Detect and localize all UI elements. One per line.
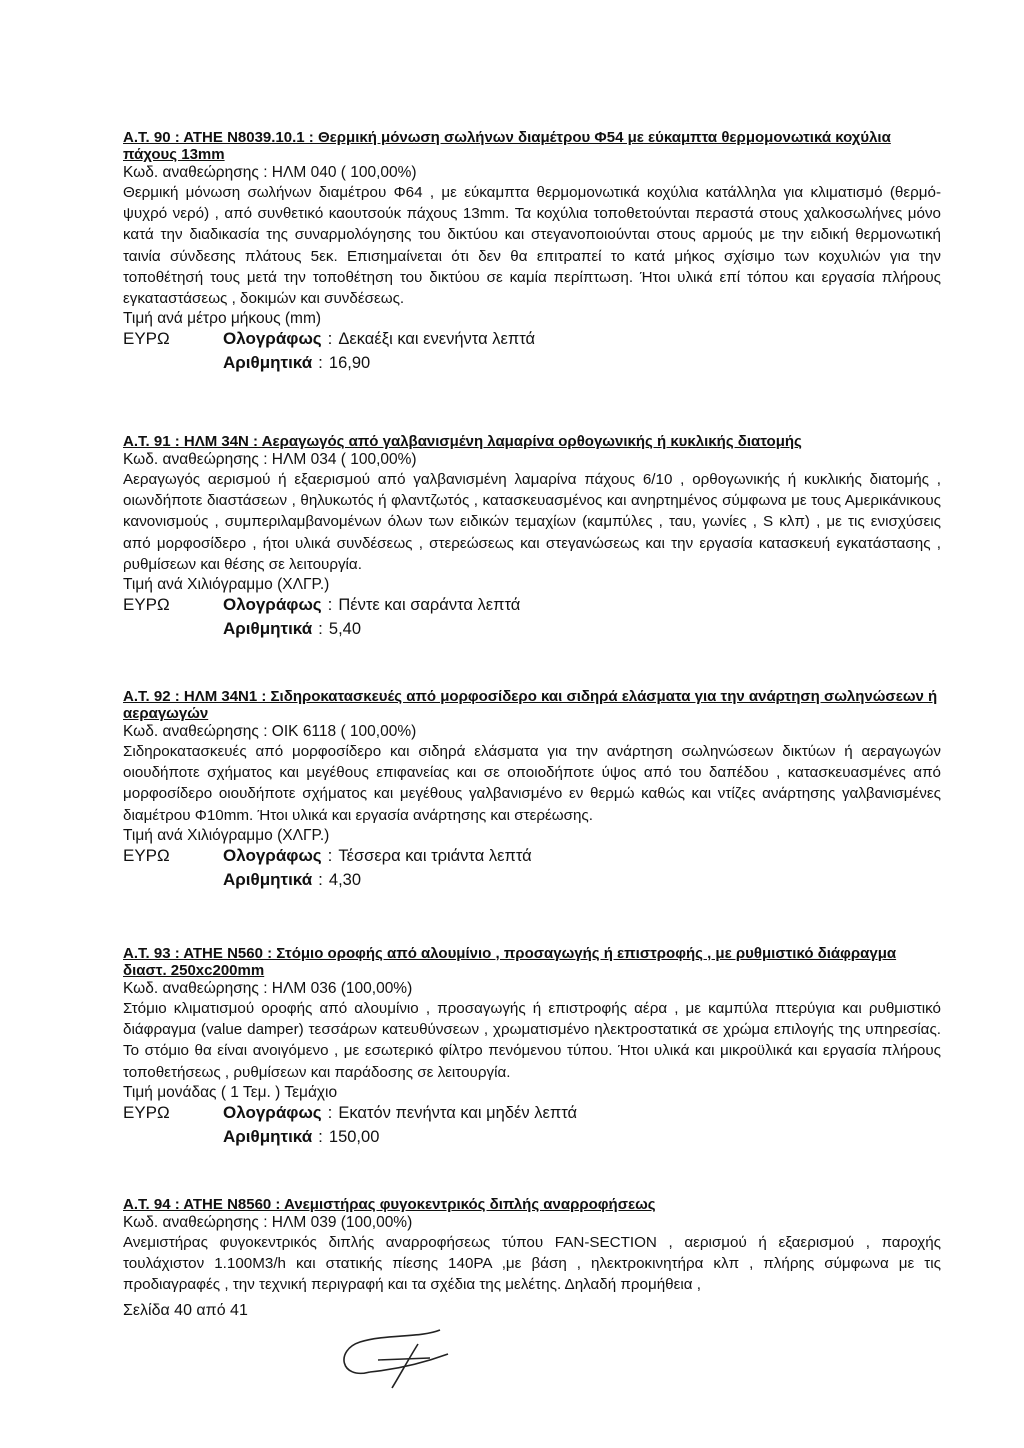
words-label: Ολογράφως xyxy=(223,1102,322,1122)
currency-label: ΕΥΡΩ xyxy=(123,595,170,615)
price-in-words: Εκατόν πενήντα και μηδέν λεπτά xyxy=(338,1103,578,1122)
price-in-words-row xyxy=(123,846,941,870)
separator: : xyxy=(327,329,333,349)
price-numeric: 5,40 xyxy=(328,620,362,639)
words-label: Ολογράφως xyxy=(223,595,322,615)
price-numeric-row xyxy=(123,619,941,645)
price-numeric-row xyxy=(123,353,941,379)
item-description: Στόμιο κλιματισμού οροφής από αλουμίνιο , προσαγωγής ή επιστροφής αέρα , με καμπύλα πτερύγια και ρυθμιστικό διάφραγμα (value damper) τεσσάρων κατευθύνσεων , χρωματισμένο ηλεκτροστατικά σε χρώμα επιλογής της υπηρεσίας. Το στόμιο θα είναι ανοιγόμενο , με εσωτερικό φίλτρο πενόμενου τύπου. Ήτοι υλικά και μικροϋλικά και εργασία πλήρους τοποθετήσεως , ρυθμίσεων και παράδοσης σε λειτουργία. xyxy=(123,1000,941,1081)
item-header: Α.Τ. 90 : ΑΤΗΕ Ν8039.10.1 : Θερμική μόνωση σωλήνων διαμέτρου Φ54 με εύκαμπτα θερμομονωτικά κοχύλια πάχους 13mm xyxy=(123,129,891,163)
revision-code: Κωδ. αναθεώρησης : ΟΙΚ 6118 ( 100,00%) xyxy=(123,723,417,740)
price-in-words-row xyxy=(123,595,941,619)
separator: : xyxy=(327,845,333,865)
price-in-words: Τέσσερα και τριάντα λεπτά xyxy=(338,846,532,865)
item-description: Αεραγωγός αερισμού ή εξαερισμού από γαλβανισμένη λαμαρίνα πάχους 6/10 , ορθογωνικής ή κυκλικής διατομής , οιωνδήποτε διαστάσεων , θηλυκωτός ή φλαντζωτός , κατασκευασμένος και ανηρτημένος σύμφωνα με τους Αμερικάνικους κανονισμούς , συμπεριλαμβανομένων όλων των ειδικών τεμαχίων (καμπύλες , ταυ, γωνίες , S κλπ) , με τις ενισχύσεις από μορφοσίδερο , ήτοι υλικά συνδέσεως , στερεώσεως και στεγανώσεως και την εργασία κατασκευή εγκατάστασης , ρυθμίσεων και θέσης σε λειτουργία. xyxy=(123,471,941,573)
price-numeric-row xyxy=(123,1127,941,1153)
price-item-93 xyxy=(123,945,941,1153)
words-label: Ολογράφως xyxy=(223,329,322,349)
words-label: Ολογράφως xyxy=(223,845,322,865)
price-in-words-row xyxy=(123,1103,941,1127)
numeric-label: Αριθμητικά xyxy=(223,1126,313,1146)
currency-label: ΕΥΡΩ xyxy=(123,329,170,349)
price-in-words: Δεκαέξι και ενενήντα λεπτά xyxy=(338,330,536,349)
item-description: Θερμική μόνωση σωλήνων διαμέτρου Φ64 , με εύκαμπτα θερμομονωτικά κοχύλια κατάλληλα για κλιματισμό (θερμό-ψυχρό νερό) , από συνθετικό καουτσούκ πάχους 13mm. Τα κοχύλια τοποθετούνται περαστά στους χαλκοσωλήνες μόνο κατά την διαδικασία της συναρμολόγησης του δικτύου και στεγανοποιούνται στους αρμούς με την ειδική θερμονωτική ταινία σύνδεσης πλάτους 5εκ. Επισημαίνεται ότι δεν θα επιτραπεί το κατά μήκος σχίσιμο των κοχυλιών για την τοποθέτησή τους μετά την τοποθέτηση του δικτύου σε καμία περίπτωση. Ήτοι υλικά επί τόπου και εργασία πλήρους εγκαταστάσεως , δοκιμών και συνδέσεως. xyxy=(123,184,941,308)
price-numeric: 4,30 xyxy=(328,870,362,889)
price-item-91 xyxy=(123,433,941,645)
price-in-words-row xyxy=(123,329,941,353)
separator: : xyxy=(318,619,323,639)
price-numeric: 150,00 xyxy=(328,1127,380,1146)
unit-price-label: Τιμή μονάδας ( 1 Τεμ. ) Τεμάχιο xyxy=(123,1083,338,1101)
item-description: Σιδηροκατασκευές από μορφοσίδερο και σιδηρά ελάσματα για την ανάρτηση σωληνώσεων δικτύων ή αεραγωγών οιουδήποτε σχήματος και μεγέθους επιφανείας και σε οποιοδήποτε ύψος από του δαπέδου , κατασκευασμένες από μορφοσίδερο οιουδήποτε σχήματος και μεγέθους γαλβανισμένο εν θερμώ καθώς και ντίζες ανάρτησης γαλβανισμένες διαμέτρου Φ10mm. Ήτοι υλικά και εργασία ανάρτησης και στερέωσης. xyxy=(123,743,941,824)
price-item-94 xyxy=(123,1196,941,1296)
unit-price-label: Τιμή ανά Χιλιόγραμμο (ΧΛΓΡ.) xyxy=(123,826,330,844)
price-numeric-row xyxy=(123,870,941,896)
currency-label: ΕΥΡΩ xyxy=(123,1102,170,1122)
separator: : xyxy=(318,1126,323,1146)
numeric-label: Αριθμητικά xyxy=(223,619,313,639)
price-item-90 xyxy=(123,129,941,379)
unit-price-label: Τιμή ανά Χιλιόγραμμο (ΧΛΓΡ.) xyxy=(123,576,330,594)
separator: : xyxy=(318,353,323,373)
revision-code: Κωδ. αναθεώρησης : ΗΛΜ 036 (100,00%) xyxy=(123,980,413,997)
item-header: Α.Τ. 91 : ΗΛΜ 34Ν : Αεραγωγός από γαλβανισμένη λαμαρίνα ορθογωνικής ή κυκλικής διατομής xyxy=(123,433,802,450)
numeric-label: Αριθμητικά xyxy=(223,353,313,373)
page-number-footer: Σελίδα 40 από 41 xyxy=(123,1302,248,1319)
price-item-92 xyxy=(123,688,941,896)
item-header: Α.Τ. 94 : ΑΤΗΕ Ν8560 : Ανεμιστήρας φυγοκεντρικός διπλής αναρροφήσεως xyxy=(123,1196,656,1213)
separator: : xyxy=(318,869,323,889)
numeric-label: Αριθμητικά xyxy=(223,869,313,889)
revision-code: Κωδ. αναθεώρησης : ΗΛΜ 040 ( 100,00%) xyxy=(123,164,417,181)
price-in-words: Πέντε και σαράντα λεπτά xyxy=(338,596,521,615)
revision-code: Κωδ. αναθεώρησης : ΗΛΜ 039 (100,00%) xyxy=(123,1214,413,1231)
separator: : xyxy=(327,1102,333,1122)
item-header: Α.Τ. 93 : ΑΤΗΕ Ν560 : Στόμιο οροφής από αλουμίνιο , προσαγωγής ή επιστροφής , με ρυθμιστικό διάφραγμα διαστ. 250xc200mm xyxy=(123,945,897,979)
handwritten-signature xyxy=(330,1320,480,1400)
currency-label: ΕΥΡΩ xyxy=(123,845,170,865)
revision-code: Κωδ. αναθεώρησης : ΗΛΜ 034 ( 100,00%) xyxy=(123,451,417,468)
item-description: Ανεμιστήρας φυγοκεντρικός διπλής αναρροφήσεως τύπου FAN-SECTION , αερισμού ή εξαερισμού , παροχής τουλάχιστον 1.100M3/h και στατικής πίεσης 140PA ,με βάση , ηλεκτροκινητήρα κλπ , πλήρης σύμφωνα με τις προδιαγραφές , την τεχνική περιγραφή και τα σχέδια της μελέτης. Δηλαδή προμήθεια , xyxy=(123,1234,941,1294)
price-numeric: 16,90 xyxy=(328,354,371,373)
item-header: Α.Τ. 92 : ΗΛΜ 34Ν1 : Σιδηροκατασκευές από μορφοσίδερο και σιδηρά ελάσματα για την ανάρτηση σωληνώσεων ή αεραγωγών xyxy=(123,688,938,722)
unit-price-label: Τιμή ανά μέτρο μήκους (mm) xyxy=(123,310,322,328)
separator: : xyxy=(327,595,333,615)
